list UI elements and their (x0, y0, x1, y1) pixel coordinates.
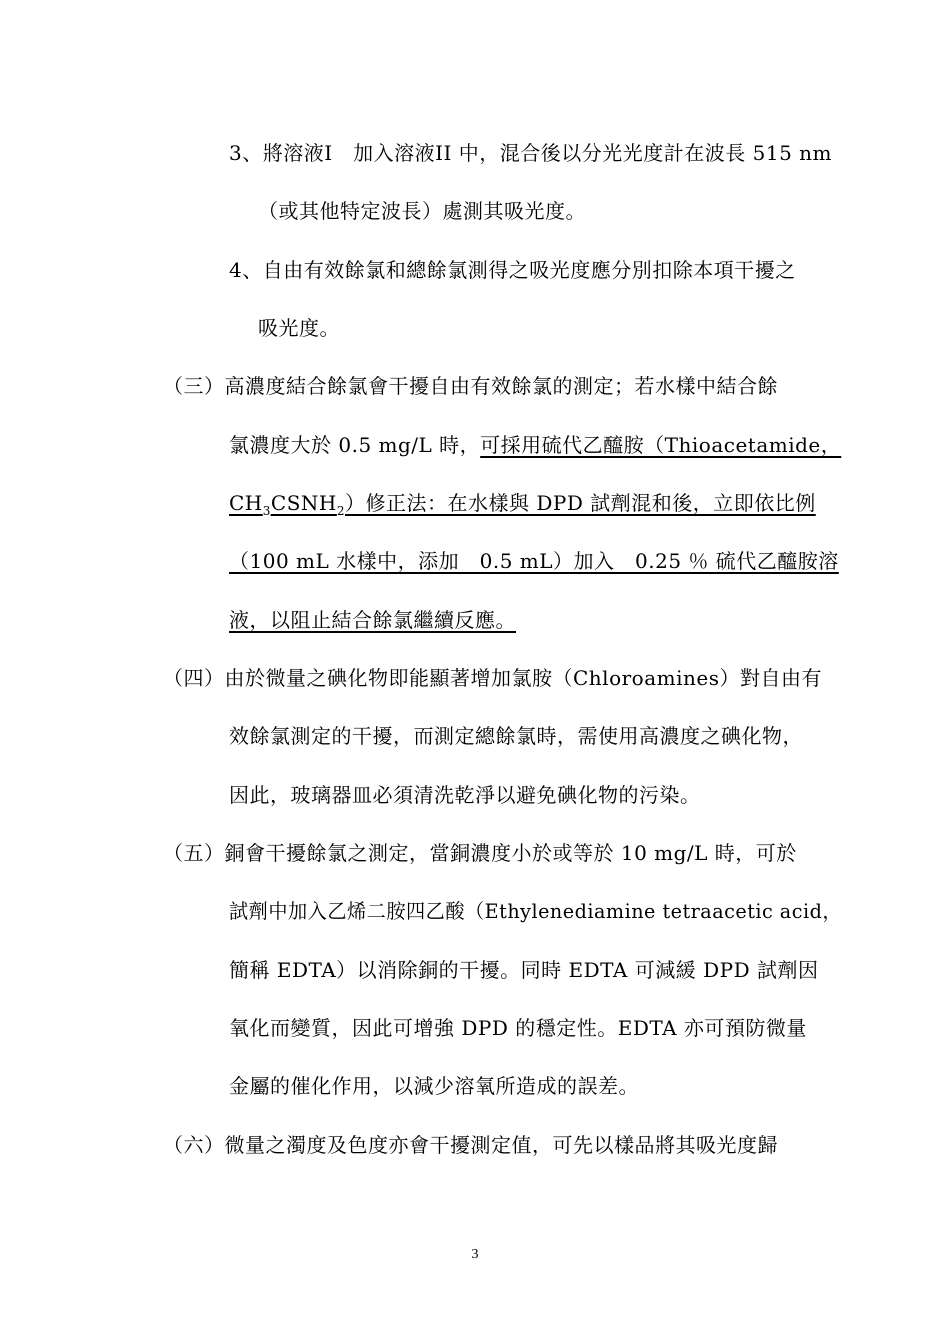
text-line (229, 432, 841, 458)
formula-part: CSNH (270, 491, 337, 515)
underlined-text: 液，以阻止結合餘氯繼續反應。 (229, 608, 516, 632)
text-line (229, 607, 516, 633)
page-number: 3 (471, 1247, 479, 1262)
section-4-heading-line: （四）由於微量之碘化物即能顯著增加氯胺（Chloroamines）對自由有 (163, 666, 822, 690)
formula-part: CH (229, 491, 263, 515)
underlined-text: 可採用硫代乙醯胺（Thioacetamide， (480, 433, 842, 457)
text-line: 試劑中加入乙烯二胺四乙酸（Ethylenediamine tetraacetic acid， (229, 899, 842, 923)
section-6-heading-line: （六）微量之濁度及色度亦會干擾測定值，可先以樣品將其吸光度歸 (163, 1133, 778, 1157)
underlined-text: （100 mL 水樣中，添加 0.5 mL）加入 0.25 ％ 硫代乙醯胺溶 (229, 549, 839, 573)
text-line: 因此，玻璃器皿必須清洗乾淨以避免碘化物的污染。 (229, 783, 701, 807)
underlined-text: ）修正法：在水樣與 DPD 試劑混和後，立即依比例 (344, 491, 816, 515)
formula-subscript: 2 (336, 504, 345, 518)
text-span: 氯濃度大於 0.5 mg/L 時， (229, 433, 481, 457)
text-line: 簡稱 EDTA）以消除銅的干擾。同時 EDTA 可減緩 DPD 試劑因 (229, 958, 819, 982)
formula-subscript: 3 (262, 504, 271, 518)
text-line (229, 548, 839, 574)
text-line: 效餘氯測定的干擾，而測定總餘氯時，需使用高濃度之碘化物， (229, 724, 803, 748)
text-line: 吸光度。 (258, 316, 340, 340)
text-line: 氧化而變質，因此可增強 DPD 的穩定性。EDTA 亦可預防微量 (229, 1016, 807, 1040)
underlined-formula (229, 491, 816, 518)
text-line: 金屬的催化作用，以減少溶氧所造成的誤差。 (229, 1074, 639, 1098)
text-line: 4、自由有效餘氯和總餘氯測得之吸光度應分別扣除本項干擾之 (229, 258, 796, 282)
text-line: 3、將溶液I 加入溶液II 中，混合後以分光光度計在波長 515 nm (229, 141, 833, 165)
text-line: （或其他特定波長）處測其吸光度。 (258, 199, 586, 223)
section-3-heading-line: （三）高濃度結合餘氯會干擾自由有效餘氯的測定；若水樣中結合餘 (163, 374, 778, 398)
section-5-heading-line: （五）銅會干擾餘氯之測定，當銅濃度小於或等於 10 mg/L 時，可於 (163, 841, 797, 865)
text-line (229, 490, 816, 524)
